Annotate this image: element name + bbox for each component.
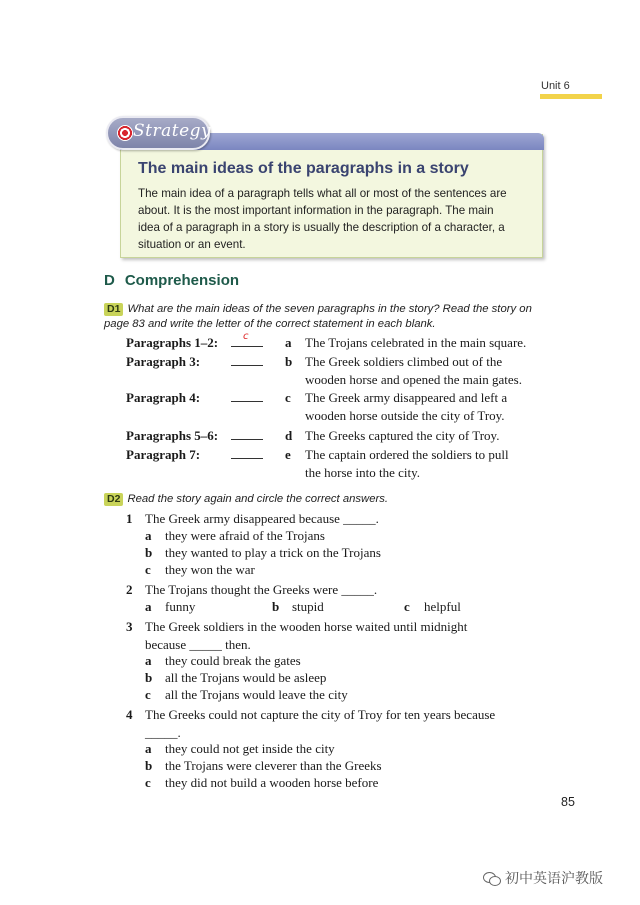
answer-option[interactable]: c helpful — [404, 599, 461, 614]
statement-letter: c — [285, 390, 291, 405]
answer-blank[interactable] — [231, 427, 263, 440]
target-icon — [117, 125, 133, 141]
answer-option[interactable]: b stupid — [272, 599, 324, 614]
strategy-title: The main ideas of the paragraphs in a story — [138, 160, 469, 177]
paragraph-name: Paragraph 7: — [126, 447, 201, 462]
statement-letter: a — [285, 335, 292, 350]
d1-instruction-line: page 83 and write the letter of the correct statement in each blank. — [104, 318, 436, 330]
wechat-icon — [483, 871, 501, 885]
watermark — [483, 868, 603, 888]
answer-option[interactable]: a funny — [145, 599, 196, 614]
page-number: 85 — [561, 795, 575, 809]
d2-instruction — [104, 492, 544, 507]
answer-option[interactable]: a they could break the gates — [145, 653, 301, 668]
answer-option[interactable]: b all the Trojans would be asleep — [145, 670, 327, 685]
strategy-line: The main idea of a paragraph tells what all or most of the sentences are — [138, 187, 507, 200]
statement-text: The captain ordered the soldiers to pull the horse into the city. — [305, 447, 509, 480]
paragraph-name: Paragraph 3: — [126, 354, 201, 369]
statement-letter: e — [285, 447, 291, 462]
handwritten-answer: c — [243, 331, 249, 342]
statement-letter: b — [285, 354, 293, 369]
answer-option[interactable]: c all the Trojans would leave the city — [145, 687, 348, 702]
statement-letter: d — [285, 428, 293, 443]
statement-text: The Greek soldiers climbed out of the wooden horse and opened the main gates. — [305, 354, 522, 387]
strategy-badge — [106, 116, 210, 150]
question-text: The Greek soldiers in the wooden horse waited until midnight because _____ then. — [145, 619, 468, 652]
answer-blank[interactable] — [231, 353, 263, 366]
statement-text: The Greek army disappeared and left a wooden horse outside the city of Troy. — [305, 390, 508, 423]
watermark-text: 初中英语沪教版 — [505, 871, 603, 887]
question-number: 4 — [126, 707, 133, 722]
question-number: 2 — [126, 582, 133, 597]
unit-label: Unit 6 — [541, 80, 570, 92]
unit-tag — [540, 80, 602, 99]
d2-instruction-text: Read the story again and circle the correct answers. — [127, 493, 389, 505]
section-title: Comprehension — [124, 272, 240, 289]
d2-tag: D2 — [104, 493, 123, 506]
question-text: The Trojans thought the Greeks were _____. — [145, 582, 378, 597]
d1-tag: D1 — [104, 303, 123, 316]
question-text: The Greeks could not capture the city of Troy for ten years because _____. — [145, 707, 496, 740]
statement-text: The Trojans celebrated in the main square. — [305, 335, 527, 350]
paragraph-name: Paragraphs 1–2: — [126, 335, 219, 350]
strategy-line: about. It is the most important information in the paragraph. The main — [138, 204, 494, 217]
answer-option[interactable]: c they did not build a wooden horse before — [145, 775, 379, 790]
strategy-line: situation or an event. — [138, 238, 246, 251]
strategy-line: idea of a paragraph in a story is usually the description of a character, a — [138, 221, 505, 234]
answer-option[interactable]: a they could not get inside the city — [145, 741, 335, 756]
answer-option[interactable]: a they were afraid of the Trojans — [145, 528, 325, 543]
statement-text: The Greeks captured the city of Troy. — [305, 428, 500, 443]
paragraph-name: Paragraph 4: — [126, 390, 201, 405]
section-heading — [104, 272, 239, 289]
question-number: 3 — [126, 619, 133, 634]
section-letter: D — [104, 272, 115, 289]
d1-instruction — [104, 302, 544, 332]
question-number: 1 — [126, 511, 133, 526]
answer-option[interactable]: c they won the war — [145, 562, 255, 577]
answer-blank[interactable] — [231, 446, 263, 459]
paragraph-name: Paragraphs 5–6: — [126, 428, 219, 443]
strategy-badge-label: Strategy — [133, 121, 212, 141]
strategy-text — [138, 185, 528, 253]
answer-option[interactable]: b they wanted to play a trick on the Trojans — [145, 545, 381, 560]
d1-instruction-line: What are the main ideas of the seven paragraphs in the story? Read the story on — [127, 303, 532, 315]
answer-blank[interactable] — [231, 389, 263, 402]
question-text: The Greek army disappeared because _____. — [145, 511, 379, 526]
unit-bar — [540, 94, 602, 99]
answer-option[interactable]: b the Trojans were cleverer than the Greeks — [145, 758, 382, 773]
